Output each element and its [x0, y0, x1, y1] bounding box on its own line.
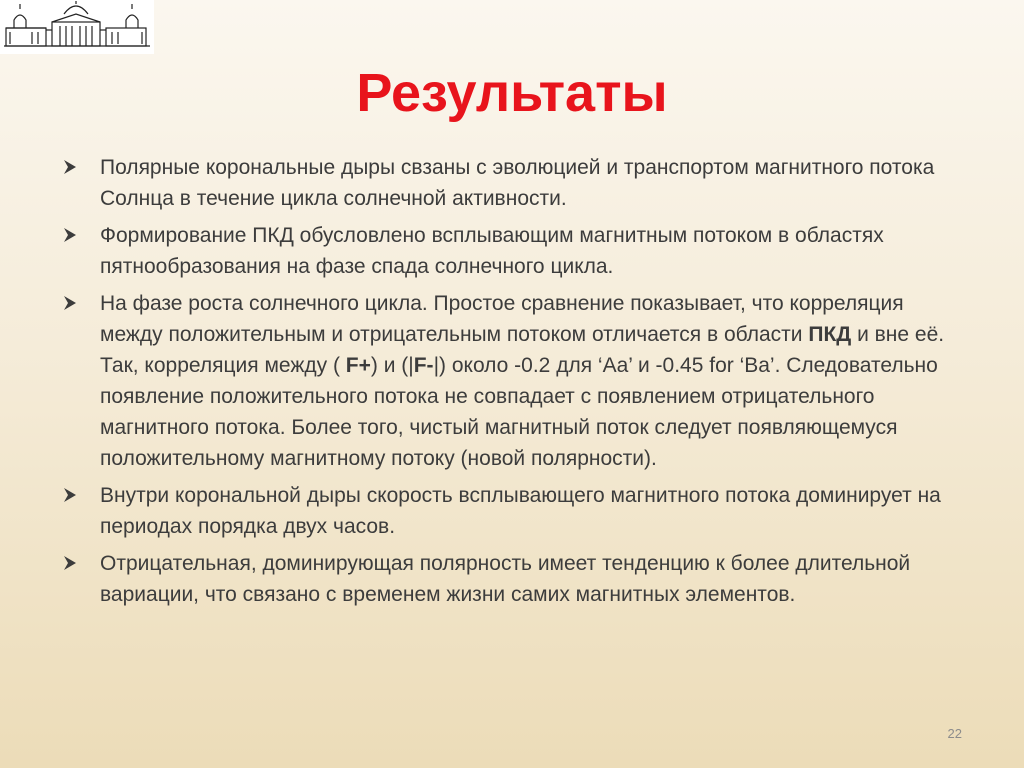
negative-flux-term: F- — [413, 354, 434, 377]
text-segment: |) около -0.2 для ‘Aa’ и -0.45 for ‘Ba’. Следовательно появление положительного потока не совпадает с появлением отрицательного магнитного потока. Более того, чистый магнитный поток следует появляющемуся положительному магнитному потоку (новой полярности). — [100, 354, 938, 470]
observatory-logo — [0, 0, 154, 54]
slide-title: Результаты — [356, 63, 668, 123]
arrow-bullet-icon — [62, 152, 82, 183]
list-item-text: Отрицательная, доминирующая полярность имеет тенденцию к более длительной вариации, что связано с временем жизни самих магнитных элементов. — [100, 552, 911, 606]
pkd-term: ПКД — [808, 323, 852, 346]
list-item-text: Полярные корональные дыры свзаны с эволюцией и транспортом магнитного потока Солнца в течение цикла солнечной активности. — [100, 156, 935, 210]
list-item — [62, 288, 962, 474]
page-number: 22 — [947, 726, 962, 741]
list-item — [62, 152, 962, 214]
arrow-bullet-icon — [62, 480, 82, 511]
observatory-building-icon — [0, 0, 154, 54]
arrow-bullet-icon — [62, 548, 82, 579]
positive-flux-term: F+ — [345, 354, 371, 377]
list-item — [62, 548, 962, 610]
text-segment: и вне её. Так, корреляция между ( — [100, 323, 945, 377]
arrow-bullet-icon — [62, 220, 82, 251]
text-segment: ) и (| — [370, 354, 414, 377]
list-item-text — [100, 292, 944, 470]
results-list — [62, 152, 962, 616]
list-item — [62, 220, 962, 282]
arrow-bullet-icon — [62, 288, 82, 319]
list-item-text: Формирование ПКД обусловлено всплывающим магнитным потоком в областях пятнообразования на фазе спада солнечного цикла. — [100, 224, 884, 278]
text-segment: На фазе роста солнечного цикла. Простое сравнение показывает, что корреляция между положительным и отрицательным потоком отличается в области — [100, 292, 904, 346]
list-item — [62, 480, 962, 542]
list-item-text: Внутри корональной дыры скорость всплывающего магнитного потока доминирует на периодах порядка двух часов. — [100, 484, 941, 538]
